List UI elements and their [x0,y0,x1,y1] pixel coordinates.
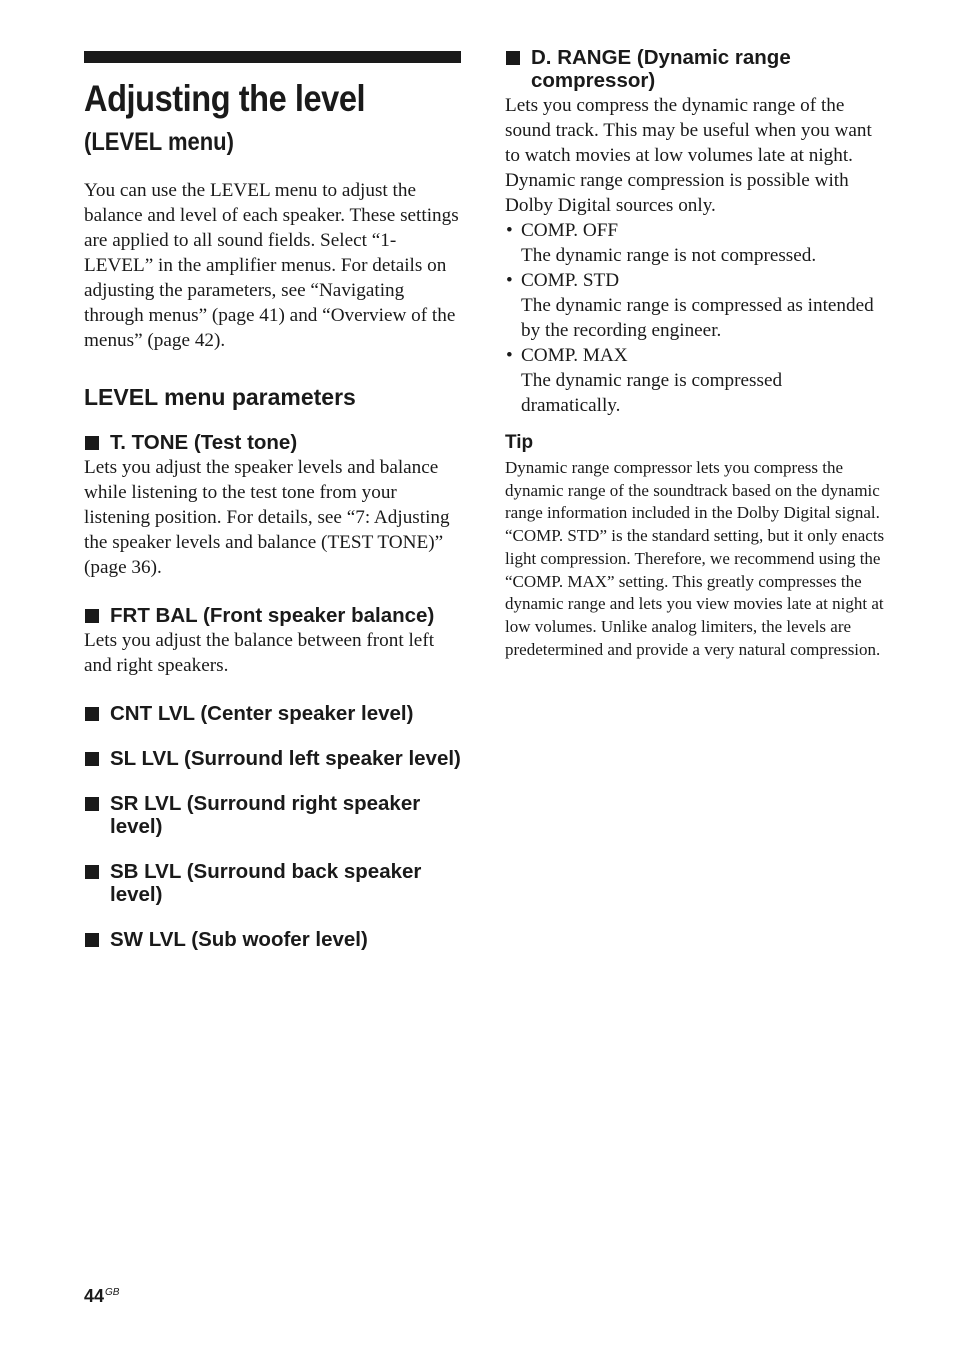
square-bullet-icon [85,797,99,811]
item-t-tone [84,431,461,580]
tip-heading: Tip [505,432,534,453]
item-heading [505,46,885,92]
square-bullet-icon [85,436,99,450]
item-heading [84,604,461,627]
item-body: Lets you compress the dynamic range of the sound track. This may be useful when you want to watch movies at low volumes late at night. Dynamic range compression is possible with Dolby Digital sources only. [505,95,872,216]
item-sw-lvl [84,928,461,951]
square-bullet-icon [85,865,99,879]
square-bullet-icon [85,933,99,947]
option-item [505,218,885,268]
page-number-value: 44 [84,1286,105,1306]
bullet-dot: • [506,220,513,241]
page-title: Adjusting the level [84,78,366,119]
option-description: The dynamic range is compressed dramatically. [521,370,783,416]
item-body: Lets you adjust the speaker levels and balance while listening to the test tone from your listening position. For details, see “7: Adjusting the speaker levels and balance (TEST TONE)” (page 36). [84,457,450,578]
title-rule [84,51,461,63]
item-d-range [505,46,885,418]
item-heading [84,792,461,838]
option-description: The dynamic range is compressed as intended by the recording engineer. [521,295,874,341]
left-column [84,51,461,951]
right-column [505,46,885,661]
item-heading [84,747,461,770]
option-item [505,343,885,418]
item-heading-text: SL LVL (Surround left speaker level) [110,747,461,770]
item-heading-text: SR LVL (Surround right speaker level) [110,792,421,838]
option-label: COMP. MAX [521,345,628,366]
section-heading: LEVEL menu parameters [84,384,356,410]
bullet-dot: • [506,345,513,366]
option-description: The dynamic range is not compressed. [521,245,817,266]
option-label: COMP. OFF [521,220,619,241]
square-bullet-icon [506,51,520,65]
item-heading [84,860,461,906]
item-heading [84,928,461,951]
item-heading-text: SW LVL (Sub woofer level) [110,928,368,951]
item-heading-text: D. RANGE (Dynamic range compressor) [531,46,791,92]
item-heading-text: SB LVL (Surround back speaker level) [110,860,422,906]
option-label: COMP. STD [521,270,620,291]
item-heading-text: FRT BAL (Front speaker balance) [110,604,435,627]
item-heading-text: T. TONE (Test tone) [110,431,298,454]
item-heading [84,702,461,725]
item-frt-bal [84,604,461,678]
option-item [505,268,885,343]
tip-text: Dynamic range compressor lets you compress the dynamic range of the soundtrack based on the dynamic range information included in the Dolby Digital signal. “COMP. STD” is the standard setting, but it only enacts light compression. Therefore, we recommend using the “COMP. MAX” setting. This greatly compresses the dynamic range and lets you view movies late at night at low volumes. Unlike analog limiters, the levels are predetermined and provide a very natural compression. [505,458,885,659]
item-sb-lvl [84,860,461,906]
item-cnt-lvl [84,702,461,725]
item-sl-lvl [84,747,461,770]
square-bullet-icon [85,609,99,623]
item-heading-text: CNT LVL (Center speaker level) [110,702,414,725]
square-bullet-icon [85,707,99,721]
page-number [84,1281,119,1308]
item-sr-lvl [84,792,461,838]
page-number-suffix: GB [105,1287,120,1298]
intro-paragraph: You can use the LEVEL menu to adjust the balance and level of each speaker. These settings are applied to all sound fields. Select “1-LEVEL” in the amplifier menus. For details on adjusting the parameters, see “Navigating through menus” (page 41) and “Overview of the menus” (page 42). [84,180,459,351]
option-list [505,218,885,418]
page-subtitle: (LEVEL menu) [84,128,234,156]
item-heading [84,431,461,454]
item-body: Lets you adjust the balance between front left and right speakers. [84,630,435,676]
square-bullet-icon [85,752,99,766]
bullet-dot: • [506,270,513,291]
